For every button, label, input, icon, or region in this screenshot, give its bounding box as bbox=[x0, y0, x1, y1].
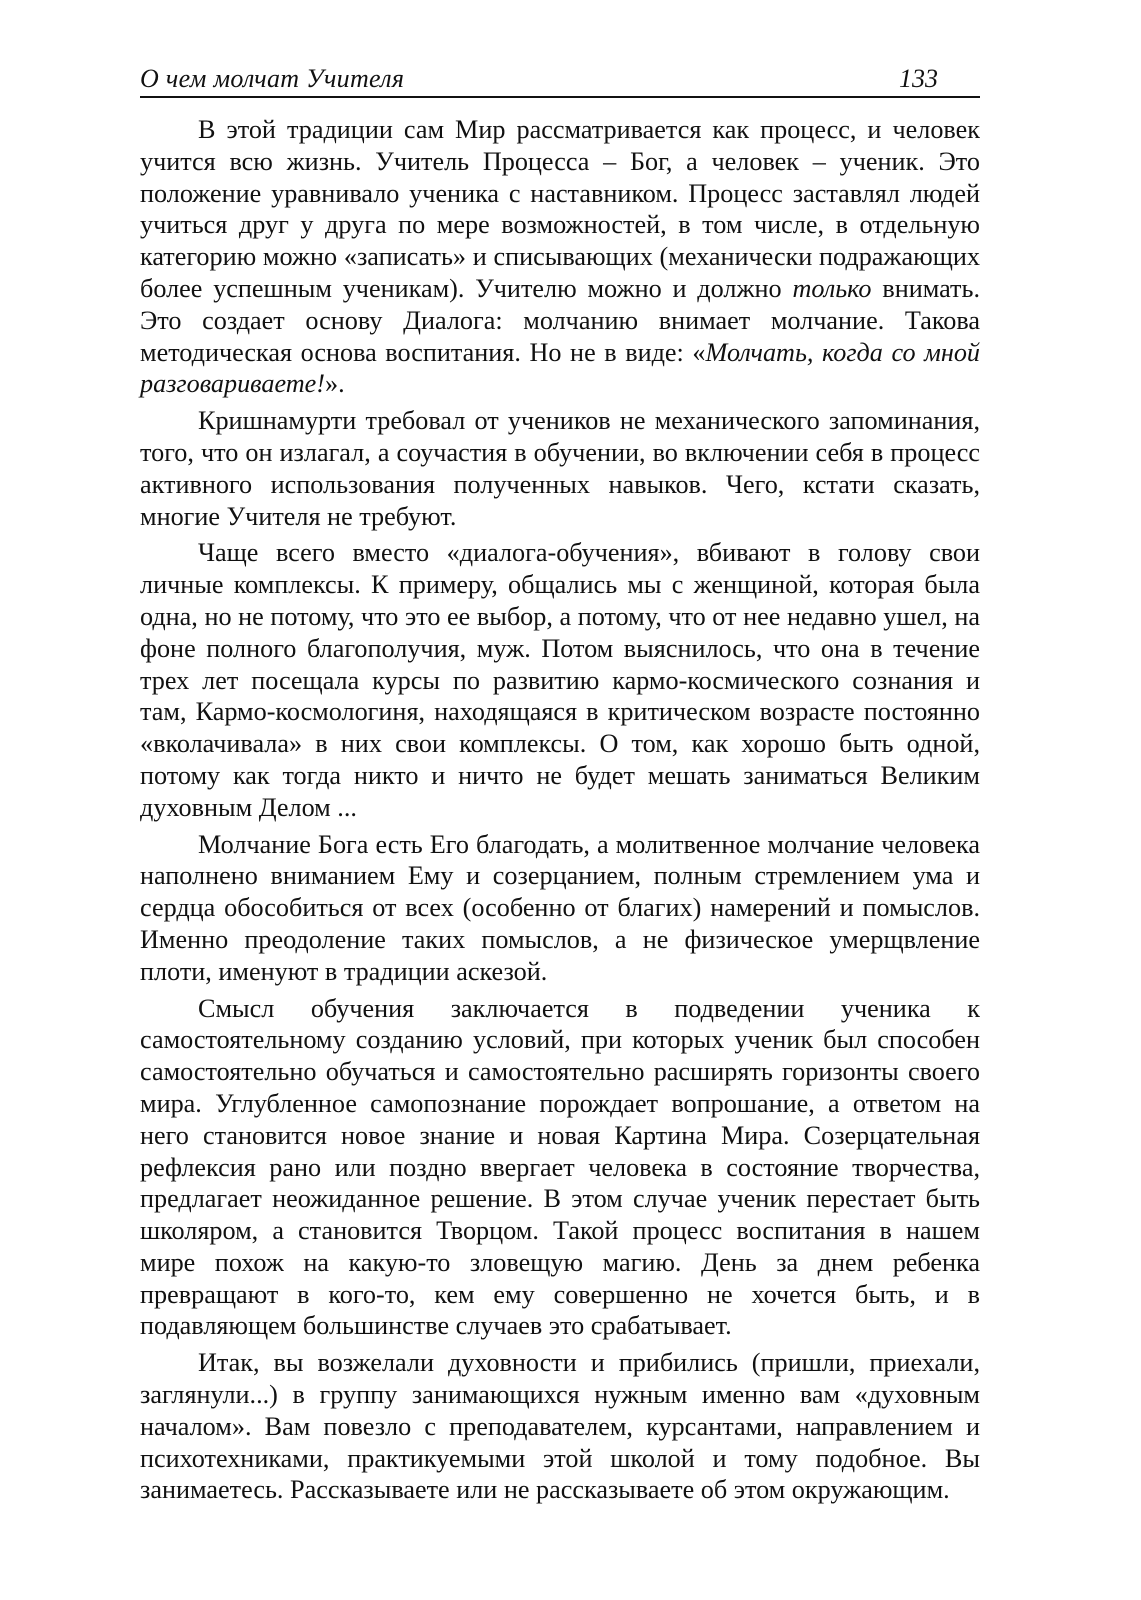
paragraph bbox=[140, 537, 980, 823]
paragraph bbox=[140, 993, 980, 1343]
italic-run: Молчать, когда со мной разговариваете! bbox=[140, 337, 981, 399]
running-title: О чем молчат Учителя bbox=[140, 64, 405, 93]
paragraph bbox=[140, 1347, 980, 1506]
text-run: Кришнамурти требовал от учеников не механического запоминания, того, что он излагал, а соучастия в обучении, во включении себя в процесс активного использования полученных навыков. Чего, кстати сказать, многие Учителя не требуют. bbox=[140, 406, 980, 531]
text-run: Молчание Бога есть Его благодать, а молитвенное молчание человека наполнено вниманием Ему и созерцанием, полным стремлением ума и сердца обособиться от всех (особенно от благих) намерений и помыслов. Именно преодоление таких помыслов, а не физическое умерщвление плоти, именуют в традиции аскезой. bbox=[140, 829, 980, 986]
text-run: В этой традиции сам Мир рассматривается как процесс, и человек учится всю жизнь. Учитель Процесса – Бог, а человек – ученик. Это положение уравнивало ученика с наставником. Процесс заставлял людей учиться друг у друга по мере возможностей, в том числе, в отдельную категорию можно «записать» и списывающих (механически подражающих более успешным ученикам). Учителю можно и должно bbox=[140, 115, 980, 303]
text-run: ». bbox=[325, 369, 345, 399]
text-run: Смысл обучения заключается в подведении ученика к самостоятельному созданию условий, при которых ученик был способен самостоятельно обучаться и самостоятельно расширять горизонты своего мира. Углубленное самопознание порождает вопрошание, а ответом на него становится новое знание и новая Картина Мира. Созерцательная рефлексия рано или поздно ввергает человека в состояние творчества, предлагает неожиданное решение. В этом случае ученик перестает быть школяром, а становится Творцом. Такой процесс воспитания в нашем мире похож на какую-то зловещую магию. День за днем ребенка превращают в кого-то, кем ему совершенно не хочется быть, и в подавляющем большинстве случаев это срабатывает. bbox=[140, 993, 980, 1341]
text-run: внимать. Это создает основу Диалога: молчанию внимает молчание. Такова методическая основа воспитания. Но не в виде: « bbox=[140, 273, 980, 367]
page-header bbox=[140, 62, 980, 98]
italic-run: только bbox=[792, 273, 872, 303]
text-run: Чаще всего вместо «диалога-обучения», вбивают в голову свои личные комплексы. К примеру, общались мы с женщиной, которая была одна, но не потому, что это ее выбор, а потому, что от нее недавно ушел, на фоне полного благополучия, муж. Потом выяснилось, что она в течение трех лет посещала курсы по развитию кармо-космического сознания и там, Кармо-космологиня, находящаяся в критическом возрасте постоянно «вколачивала» в них свои комплексы. О том, как хорошо быть одной, потому как тогда никто и ничто не будет мешать заниматься Великим духовным Делом ... bbox=[140, 538, 980, 822]
page-number: 133 bbox=[899, 64, 938, 93]
body-text bbox=[140, 114, 980, 1511]
paragraph bbox=[140, 829, 980, 988]
paragraph bbox=[140, 114, 980, 400]
paragraph bbox=[140, 405, 980, 532]
text-run: Итак, вы возжелали духовности и прибились (пришли, приехали, заглянули...) в группу занимающихся нужным именно вам «духовным началом». Вам повезло с преподавателем, курсантами, направлением и психотехниками, практикуемыми этой школой и тому подобное. Вы занимаетесь. Рассказываете или не рассказываете об этом окружающим. bbox=[140, 1348, 980, 1505]
